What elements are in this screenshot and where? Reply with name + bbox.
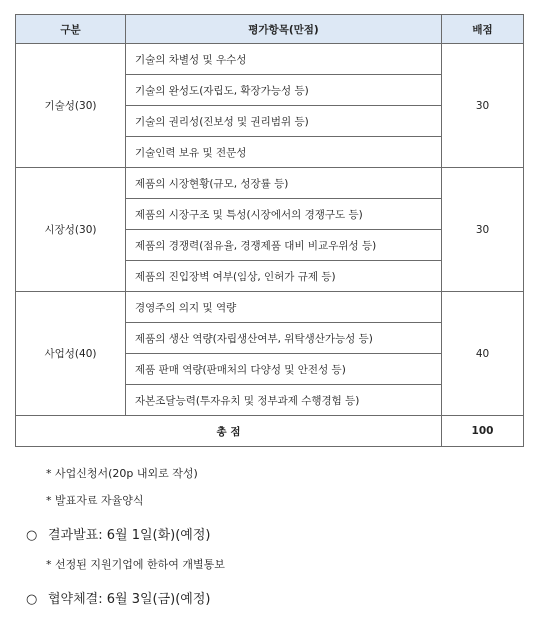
- bullet-result-announcement: [26, 524, 211, 543]
- item-cell: 경영주의 의지 및 역량: [126, 292, 442, 323]
- category-cell: 사업성(40): [16, 292, 126, 416]
- item-cell: 제품의 시장현황(규모, 성장률 등): [126, 168, 442, 199]
- table-row: [16, 292, 524, 323]
- header-items: 평가항목(만점): [126, 15, 442, 44]
- bullet-agreement: [26, 588, 211, 607]
- note-application: * 사업신청서(20p 내외로 작성): [46, 467, 198, 480]
- circle-bullet-icon: ○: [26, 592, 38, 607]
- score-cell: 30: [442, 168, 524, 292]
- total-label: 총 점: [16, 416, 442, 447]
- note-presentation: * 발표자료 자율양식: [46, 494, 144, 507]
- score-cell: 40: [442, 292, 524, 416]
- table-row: [16, 168, 524, 199]
- result-announcement-text: 결과발표: 6월 1일(화)(예정): [48, 528, 211, 543]
- item-cell: 기술인력 보유 및 전문성: [126, 137, 442, 168]
- item-cell: 기술의 완성도(자립도, 확장가능성 등): [126, 75, 442, 106]
- circle-bullet-icon: ○: [26, 528, 38, 543]
- item-cell: 제품의 시장구조 및 특성(시장에서의 경쟁구도 등): [126, 199, 442, 230]
- evaluation-table: [15, 14, 524, 447]
- total-score: 100: [442, 416, 524, 447]
- note-notification: * 선정된 지원기업에 한하여 개별통보: [46, 558, 225, 571]
- table-row: [16, 44, 524, 75]
- header-category: 구분: [16, 15, 126, 44]
- header-score: 배점: [442, 15, 524, 44]
- item-cell: 제품의 생산 역량(자립생산여부, 위탁생산가능성 등): [126, 323, 442, 354]
- category-cell: 시장성(30): [16, 168, 126, 292]
- item-cell: 제품의 경쟁력(점유율, 경쟁제품 대비 비교우위성 등): [126, 230, 442, 261]
- category-cell: 기술성(30): [16, 44, 126, 168]
- item-cell: 자본조달능력(투자유치 및 정부과제 수행경험 등): [126, 385, 442, 416]
- table-header-row: [16, 15, 524, 44]
- agreement-text: 협약체결: 6월 3일(금)(예정): [48, 592, 211, 607]
- item-cell: 기술의 차별성 및 우수성: [126, 44, 442, 75]
- item-cell: 제품 판매 역량(판매처의 다양성 및 안전성 등): [126, 354, 442, 385]
- item-cell: 기술의 권리성(진보성 및 권리범위 등): [126, 106, 442, 137]
- score-cell: 30: [442, 44, 524, 168]
- item-cell: 제품의 진입장벽 여부(임상, 인허가 규제 등): [126, 261, 442, 292]
- total-row: [16, 416, 524, 447]
